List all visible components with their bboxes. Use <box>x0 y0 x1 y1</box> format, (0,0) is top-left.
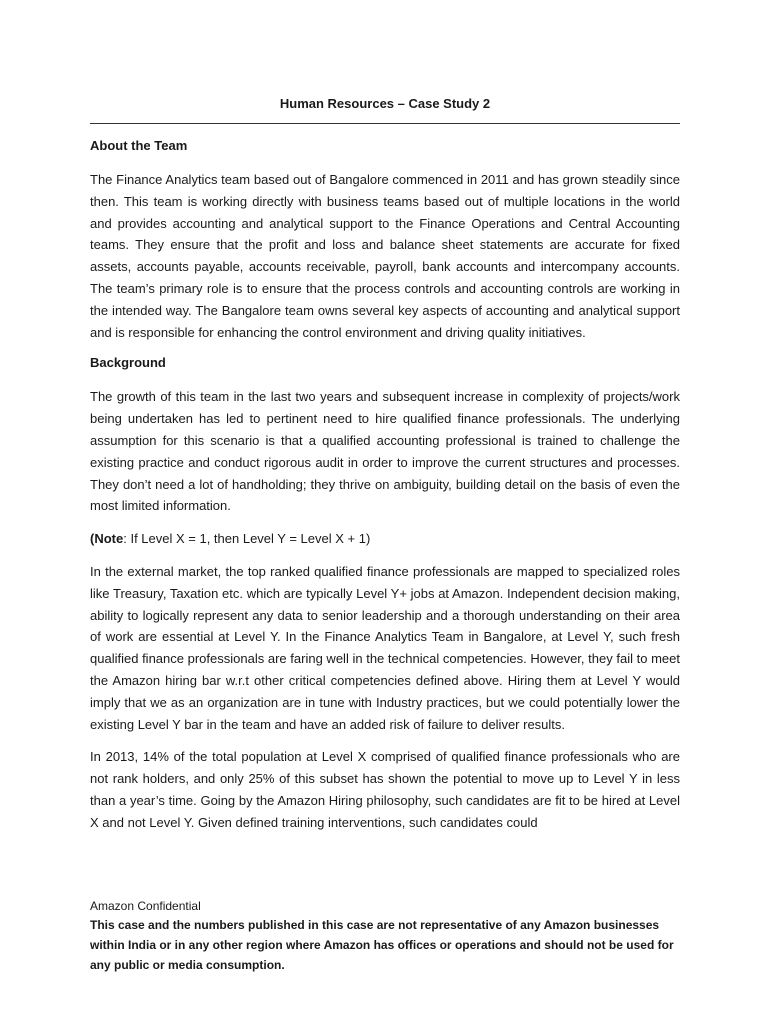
note-label: Note <box>94 531 124 547</box>
title-divider <box>90 123 680 124</box>
background-paragraph-2: In the external market, the top ranked qualified finance professionals are mapped to specialized roles like Treasury, Taxation etc. which are typically Level Y+ jobs at Amazon. Independent decision making, ability to logically represent any data to senior leadership and a thorough understanding on their area of work are essential at Level Y. In the Finance Analytics Team in Bangalore, at Level Y, such fresh qualified finance professionals are faring well in the technical competencies. However, they fail to meet the Amazon hiring bar w.r.t other critical competencies defined above. Hiring them at Level Y would imply that we as an organization are in tune with Industry practices, but we could potentially lower the existing Level Y bar in the team and have an added risk of failure to deliver results. <box>90 563 680 732</box>
about-paragraph: The Finance Analytics team based out of Bangalore commenced in 2011 and has grown steadily since then. This team is working directly with business teams based out of multiple locations in the world and provides accounting and analytical support to the Finance Operations and Central Accounting teams. They ensure that the profit and loss and balance sheet statements are accurate for fixed assets, accounts payable, accounts receivable, payroll, bank accounts and intercompany accounts. The team’s primary role is to ensure that the process controls and accounting controls are working in the intended way. The Bangalore team owns several key aspects of accounting and analytical support and is responsible for enhancing the control environment and driving quality initiatives. <box>90 172 680 340</box>
confidential-label: Amazon Confidential <box>90 899 201 913</box>
confidential-disclaimer: This case and the numbers published in this case are not representative of any Amazon businesses within India or in any other region where Amazon has offices or operations and should not be used for any public or media consumption. <box>90 918 674 972</box>
section-heading-about: About the Team <box>90 138 188 153</box>
document-body <box>90 137 680 845</box>
background-paragraph-1: The growth of this team in the last two years and subsequent increase in complexity of projects/work being undertaken has led to pertinent need to hire qualified finance professionals. The underlying assumption for this scenario is that a qualified accounting professional is trained to challenge the existing practice and conduct rigorous audit in order to improve the current structures and processes. They don’t need a lot of handholding; they thrive on ambiguity, building detail on the basis of even the most limited information. <box>90 389 680 514</box>
note-open: ( <box>90 531 95 547</box>
background-paragraph-3: In 2013, 14% of the total population at Level X comprised of qualified finance professionals who are not rank holders, and only 25% of this subset has shown the potential to move up to Level Y in less than a year’s time. Going by the Amazon Hiring philosophy, such candidates are fit to be hired at Level X and not Level Y. Given defined training interventions, such candidates could <box>90 749 680 830</box>
note-text: : If Level X = 1, then Level Y = Level X + 1) <box>123 531 371 547</box>
page-footer <box>90 897 680 975</box>
document-title: Human Resources – Case Study 2 <box>279 96 491 111</box>
level-note <box>90 528 680 550</box>
section-heading-background: Background <box>90 355 166 371</box>
